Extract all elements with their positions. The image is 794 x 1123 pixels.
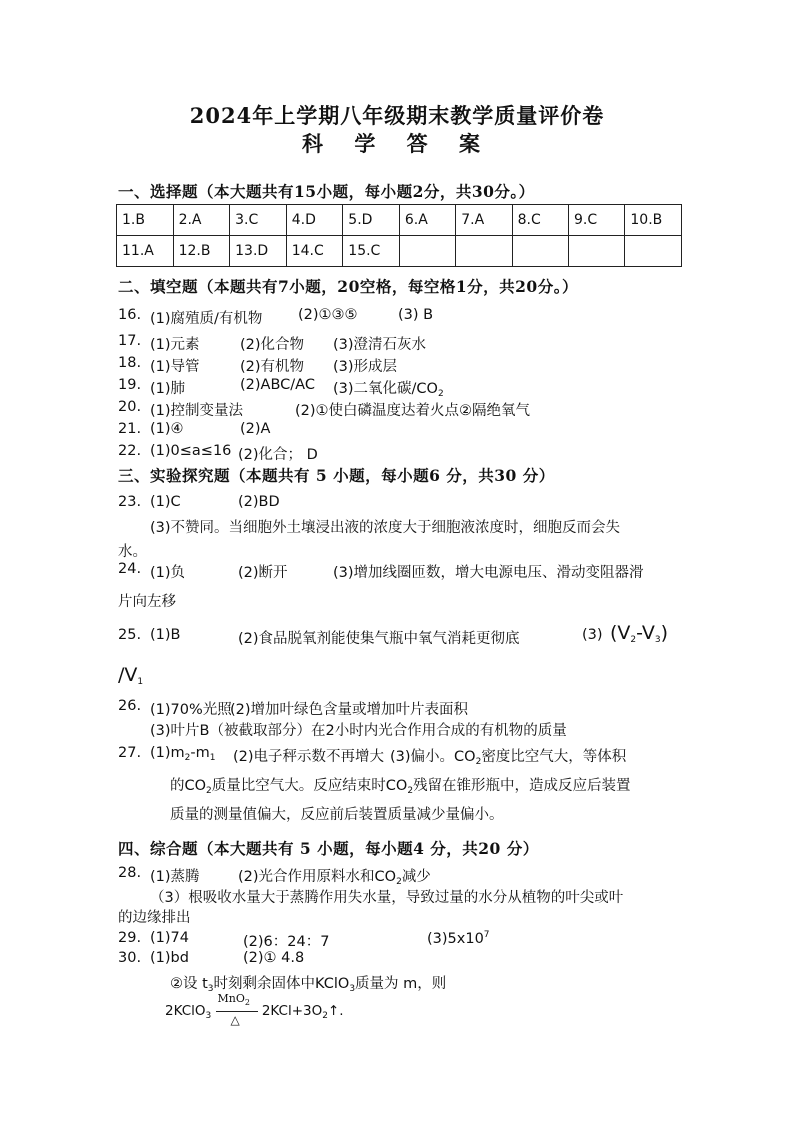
table-cell: 7.A bbox=[456, 205, 512, 236]
heat-symbol: △ bbox=[230, 1013, 240, 1027]
answer-part: (2)光合作用原料水和$CO_2$减少 bbox=[238, 869, 431, 887]
table-cell bbox=[399, 236, 455, 267]
answer-part: (2)A bbox=[240, 421, 271, 437]
table-cell: 6.A bbox=[399, 205, 455, 236]
question-number: 26. bbox=[118, 698, 142, 714]
table-cell: 12.B bbox=[173, 236, 230, 267]
question-number: 16. bbox=[118, 307, 142, 323]
question-number: 24. bbox=[118, 561, 142, 577]
table-row bbox=[117, 236, 682, 267]
answer-part: (2)断开 bbox=[238, 565, 288, 581]
answer-part: (1)74 bbox=[150, 930, 189, 946]
table-cell: 5.D bbox=[343, 205, 400, 236]
answer-part: (1)④ bbox=[150, 421, 184, 437]
answer-line-25-cont: $/V_1$ bbox=[118, 664, 144, 687]
table-cell: 8.C bbox=[512, 205, 568, 236]
answer-part: (2)① 4.8 bbox=[243, 950, 305, 966]
answer-part: (2)①③⑤ bbox=[298, 307, 358, 323]
answer-part: (2)增加叶绿色含量或增加叶片表面积 bbox=[230, 702, 469, 718]
table-cell: 3.C bbox=[230, 205, 287, 236]
table-cell bbox=[625, 236, 682, 267]
answer-line-27-cont2: 质量的测量值偏大，反应前后装置质量减少量偏小。 bbox=[170, 807, 504, 823]
table-cell: 15.C bbox=[343, 236, 400, 267]
answer-line-27-cont: 的$CO_2$质量比空气大。反应结束时$CO_2$残留在锥形瓶中，造成反应后装置 bbox=[170, 778, 631, 796]
question-number: 17. bbox=[118, 333, 142, 349]
reaction-condition bbox=[216, 992, 258, 1027]
answer-part: (1)负 bbox=[150, 565, 186, 581]
answer-part: (2)食品脱氧剂能使集气瓶中氧气消耗更彻底 bbox=[238, 631, 520, 647]
answer-part: (2)①使白磷温度达着火点②隔绝氧气 bbox=[295, 403, 531, 419]
equation-rhs: $2KCl+3O_2↑$. bbox=[261, 1003, 344, 1021]
answer-line-26-cont: (3)叶片B（被截取部分）在2小时内光合作用合成的有机物的质量 bbox=[150, 723, 567, 739]
answer-part: (3)澄清石灰水 bbox=[333, 337, 427, 353]
question-number: 28. bbox=[118, 865, 142, 881]
question-number: 23. bbox=[118, 494, 142, 510]
answer-part: (2)ABC/AC bbox=[240, 377, 315, 393]
answer-part: (2)化合； D bbox=[238, 447, 318, 463]
answer-part: (1)bd bbox=[150, 950, 189, 966]
answer-line-28-cont: （3）根吸收水量大于蒸腾作用失水量，导致过量的水分从植物的叶尖或叶 bbox=[150, 890, 624, 906]
table-cell: 10.B bbox=[625, 205, 682, 236]
answer-part: (1)控制变量法 bbox=[150, 403, 244, 419]
answer-part: (2)BD bbox=[238, 494, 280, 510]
answer-line-23-cont2: 水。 bbox=[118, 544, 147, 560]
answer-part: (3)增加线圈匝数，增大电源电压、滑动变阻器滑 bbox=[333, 565, 644, 581]
question-number: 21. bbox=[118, 421, 142, 437]
table-cell: 13.D bbox=[230, 236, 287, 267]
question-number: 29. bbox=[118, 930, 142, 946]
table-cell: 9.C bbox=[569, 205, 625, 236]
answer-part: (3)二氧化碳$/CO_2$ bbox=[333, 381, 444, 399]
question-number: 30. bbox=[118, 950, 142, 966]
answer-part: (3)偏小。$CO_2$密度比空气大，等体积 bbox=[390, 749, 627, 767]
section-heading-choice: 一、选择题（本大题共有15小题，每小题2分，共30分。） bbox=[118, 182, 535, 201]
answer-part: (2)有机物 bbox=[240, 359, 305, 375]
equation-lhs: 2KClO$_3$ bbox=[165, 1003, 212, 1021]
section-heading-fill: 二、填空题（本题共有7小题，20空格，每空格1分，共20分。） bbox=[118, 277, 578, 296]
answer-part: $(1)m_2-m_1$ bbox=[150, 745, 216, 763]
catalyst-label: MnO$_2$ bbox=[217, 992, 251, 1007]
answer-part: (1)元素 bbox=[150, 337, 200, 353]
choice-answer-table bbox=[116, 204, 682, 267]
table-row bbox=[117, 205, 682, 236]
answer-part: (3)形成层 bbox=[333, 359, 398, 375]
question-number: 19. bbox=[118, 377, 142, 393]
answer-line-23-cont: (3)不赞同。当细胞外土壤浸出液的浓度大于细胞液浓度时，细胞反而会失 bbox=[150, 520, 621, 536]
section-heading-experiment: 三、实验探究题（本题共有 5 小题，每小题6 分，共30 分） bbox=[118, 466, 555, 485]
answer-part: (3) bbox=[582, 627, 603, 643]
answer-part: (2)电子秤示数不再增大 bbox=[233, 749, 385, 765]
chemical-equation bbox=[165, 992, 344, 1027]
answer-part: (1)蒸腾 bbox=[150, 869, 200, 885]
question-number: 22. bbox=[118, 443, 142, 459]
table-cell: 4.D bbox=[286, 205, 343, 236]
page-subtitle: 科 学 答 案 bbox=[302, 131, 492, 156]
answer-part: (1)导管 bbox=[150, 359, 200, 375]
answer-line-24-cont: 片向左移 bbox=[118, 594, 176, 610]
answer-line-30-cont: ②设 $t_3$时刻剩余固体中KClO$_3$质量为 m，则 bbox=[170, 976, 447, 994]
answer-part: (1)腐殖质/有机物 bbox=[150, 311, 263, 327]
reaction-bar bbox=[216, 1011, 258, 1012]
question-number: 20. bbox=[118, 399, 142, 415]
page-title: 2024年上学期八年级期末教学质量评价卷 bbox=[189, 103, 605, 128]
answer-part: (1)肺 bbox=[150, 381, 186, 397]
answer-part: (1)C bbox=[150, 494, 181, 510]
table-cell bbox=[512, 236, 568, 267]
answer-part: (1)70%光照 bbox=[150, 702, 232, 718]
question-number: 18. bbox=[118, 355, 142, 371]
answer-formula: $(V_2-V_3)$ bbox=[610, 622, 669, 645]
table-cell: 11.A bbox=[117, 236, 174, 267]
question-number: 25. bbox=[118, 627, 142, 643]
table-cell: 1.B bbox=[117, 205, 174, 236]
answer-part: (2)化合物 bbox=[240, 337, 305, 353]
answer-part: (3) B bbox=[398, 307, 434, 323]
table-cell: 2.A bbox=[173, 205, 230, 236]
answer-line-28-cont2: 的边缘排出 bbox=[118, 910, 191, 926]
table-cell bbox=[569, 236, 625, 267]
section-heading-comprehensive: 四、综合题（本大题共有 5 小题，每小题4 分，共20 分） bbox=[118, 839, 539, 858]
answer-part: (2)6：24：7 bbox=[243, 934, 330, 950]
answer-part: (1)B bbox=[150, 627, 181, 643]
answer-part: (1)0≤a≤16 bbox=[150, 443, 232, 459]
question-number: 27. bbox=[118, 745, 142, 761]
table-cell bbox=[456, 236, 512, 267]
answer-part: $(3)5x10^7$ bbox=[427, 930, 490, 947]
table-cell: 14.C bbox=[286, 236, 343, 267]
